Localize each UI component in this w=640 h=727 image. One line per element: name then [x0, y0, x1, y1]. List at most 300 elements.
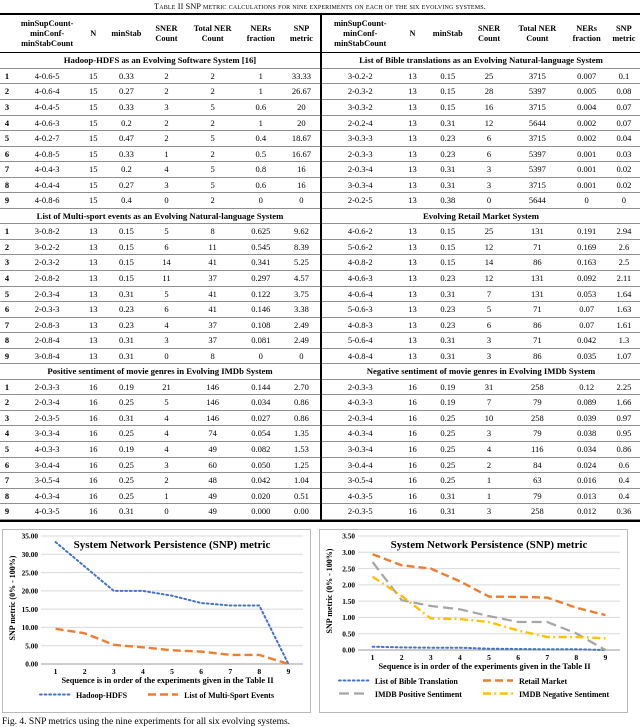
svg-text:35.00: 35.00 — [21, 531, 38, 541]
table-row — [322, 333, 640, 349]
chart-plot — [5, 532, 308, 677]
table-cell: 2-0.3-3 — [322, 146, 398, 162]
table-cell: 3-0.2-2 — [14, 239, 80, 255]
table-cell: 131 — [509, 271, 565, 287]
table-cell: 1.07 — [608, 348, 640, 364]
legend-label: IMDB Positive Sentiment — [374, 689, 462, 699]
section-title: List of Multi-sport events as an Evolving Natural-language System — [0, 208, 320, 224]
table-cell: 13 — [398, 302, 426, 318]
table-cell: 3 — [146, 457, 186, 473]
table-cell: 26.67 — [283, 84, 320, 100]
table-cell: 116 — [509, 442, 565, 458]
table-cell: 5 — [187, 131, 239, 147]
table-cell: 0.25 — [427, 410, 469, 426]
table-cell: 0.6 — [239, 177, 283, 193]
table-row — [322, 379, 640, 395]
header-cell: NERs fraction — [566, 15, 608, 53]
table-cell: 0.15 — [106, 271, 146, 287]
table-cell: 2 — [146, 473, 186, 489]
table-cell: 2.25 — [608, 379, 640, 395]
table-row — [0, 410, 320, 426]
table-cell: 3-0.4-4 — [14, 457, 80, 473]
table-cell: 0.23 — [427, 146, 469, 162]
table-cell: 0.002 — [566, 131, 608, 147]
table-cell: 2 — [146, 115, 186, 131]
table-cell: 0 — [469, 193, 509, 209]
svg-text:2: 2 — [82, 666, 87, 676]
header-cell: Total NER Count — [509, 15, 565, 53]
table-cell: 3-0.3-4 — [322, 442, 398, 458]
row-number: 4 — [0, 115, 14, 131]
table-cell: 0.51 — [283, 488, 320, 504]
table-cell: 13 — [398, 224, 426, 240]
header-cell: SNER Count — [146, 15, 186, 53]
table-cell: 2.70 — [283, 379, 320, 395]
table-cell: 5 — [469, 302, 509, 318]
svg-text:3: 3 — [428, 652, 433, 662]
table-cell: 3 — [469, 333, 509, 349]
table-cell: 16 — [80, 473, 106, 489]
table-cell: 1.04 — [283, 473, 320, 489]
table-row — [322, 302, 640, 318]
table-cell: 0.07 — [566, 302, 608, 318]
table-cell: 0.341 — [239, 255, 283, 271]
table-row — [0, 333, 320, 349]
table-cell: 0.15 — [427, 255, 469, 271]
table-cell: 3 — [469, 162, 509, 178]
table-row — [322, 457, 640, 473]
svg-text:1: 1 — [370, 652, 375, 662]
table-cell: 2-0.8-4 — [14, 333, 80, 349]
table-cell: 16 — [283, 177, 320, 193]
table-right-half — [320, 15, 640, 520]
svg-text:4: 4 — [457, 652, 462, 662]
table-cell: 0.33 — [106, 146, 146, 162]
table-cell: 0.042 — [239, 473, 283, 489]
table-row — [322, 504, 640, 520]
table-cell: 3-0.5-4 — [14, 473, 80, 489]
table-cell: 0.15 — [427, 68, 469, 84]
svg-text:SNP metric (0% - 100%): SNP metric (0% - 100%) — [8, 555, 17, 641]
table-cell: 0.31 — [106, 348, 146, 364]
table-cell: 0.38 — [427, 193, 469, 209]
table-cell: 16 — [80, 379, 106, 395]
svg-text:2.00: 2.00 — [342, 580, 355, 590]
table-cell: 16 — [80, 395, 106, 411]
table-cell: 0.001 — [566, 162, 608, 178]
table-cell: 2 — [146, 131, 186, 147]
table-row — [0, 255, 320, 271]
header-cell: Total NER Count — [187, 15, 239, 53]
table-cell: 28 — [469, 84, 509, 100]
table-row — [0, 115, 320, 131]
table-cell: 13 — [398, 333, 426, 349]
table-cell: 0.000 — [239, 504, 283, 520]
svg-text:7: 7 — [545, 652, 550, 662]
table-cell: 0.042 — [566, 333, 608, 349]
table-cell: 3 — [469, 177, 509, 193]
table-cell: 15 — [80, 99, 106, 115]
table-cell: 5-0.6-4 — [322, 333, 398, 349]
svg-text:9: 9 — [286, 666, 291, 676]
svg-text:20.00: 20.00 — [21, 586, 38, 596]
svg-text:5: 5 — [170, 666, 174, 676]
table-cell: 3-0.5-4 — [322, 473, 398, 489]
table-cell: 2-0.3-4 — [14, 395, 80, 411]
legend-line-swatch — [338, 676, 370, 687]
table-row — [322, 255, 640, 271]
table-row — [322, 317, 640, 333]
legend-label: Retail Market — [518, 676, 568, 686]
legend-label: List of Multi-Sport Events — [184, 690, 275, 700]
table-cell: 0.23 — [106, 317, 146, 333]
table-cell: 0.31 — [106, 286, 146, 302]
table-cell: 3.38 — [283, 302, 320, 318]
table-cell: 79 — [509, 426, 565, 442]
table-cell: 0.081 — [239, 333, 283, 349]
chart-right — [319, 529, 628, 713]
table-cell: 0.19 — [427, 395, 469, 411]
header-cell: minSupCount-minConf-minStabCount — [322, 15, 398, 53]
table-cell: 3-0.2-2 — [322, 68, 398, 84]
table-cell: 0.03 — [608, 146, 640, 162]
table-cell: 14 — [469, 255, 509, 271]
row-number: 5 — [0, 442, 14, 458]
table-cell: 0.005 — [566, 84, 608, 100]
table-cell: 4-0.2-7 — [14, 131, 80, 147]
table-cell: 0.33 — [106, 68, 146, 84]
table-cell: 0.31 — [106, 504, 146, 520]
figure-4 — [2, 529, 638, 713]
row-number: 8 — [0, 177, 14, 193]
table-cell: 3-0.3-3 — [322, 131, 398, 147]
section-header-row — [0, 364, 320, 380]
table-cell: 3 — [146, 177, 186, 193]
table-cell: 0.144 — [239, 379, 283, 395]
table-cell: 41 — [187, 286, 239, 302]
table-cell: 0.039 — [566, 410, 608, 426]
table-cell: 16 — [398, 442, 426, 458]
table-row — [0, 488, 320, 504]
svg-text:8: 8 — [257, 666, 262, 676]
table-cell: 0.02 — [608, 177, 640, 193]
table-cell: 20 — [283, 99, 320, 115]
svg-text:4: 4 — [140, 666, 145, 676]
table-cell: 5397 — [509, 162, 565, 178]
table-row — [0, 99, 320, 115]
table-cell: 0 — [283, 193, 320, 209]
table-cell: 2 — [187, 84, 239, 100]
table-cell: 3 — [469, 504, 509, 520]
table-cell: 2-0.3-5 — [14, 410, 80, 426]
table-row — [322, 442, 640, 458]
table-cell: 31 — [469, 379, 509, 395]
table-cell: 0.001 — [566, 177, 608, 193]
table-row — [0, 379, 320, 395]
table-cell: 2.11 — [608, 271, 640, 287]
table-cell: 0.23 — [427, 271, 469, 287]
table-cell: 16 — [398, 379, 426, 395]
row-number: 8 — [0, 488, 14, 504]
table-cell: 60 — [187, 457, 239, 473]
table-cell: 18.67 — [283, 131, 320, 147]
row-number: 1 — [0, 224, 14, 240]
table-cell: 0.163 — [566, 255, 608, 271]
table-cell: 2.94 — [608, 224, 640, 240]
table-cell: 12 — [469, 239, 509, 255]
table-cell: 2-0.2-5 — [322, 193, 398, 209]
row-number: 2 — [0, 84, 14, 100]
table-row — [322, 410, 640, 426]
table-cell: 258 — [509, 504, 565, 520]
table-cell: 0.1 — [608, 68, 640, 84]
table-cell: 0.089 — [566, 395, 608, 411]
table-cell: 0.108 — [239, 317, 283, 333]
table-cell: 4 — [146, 410, 186, 426]
table-cell: 0.5 — [239, 146, 283, 162]
table-row — [322, 473, 640, 489]
table-cell: 25 — [469, 68, 509, 84]
table-cell: 0.25 — [106, 426, 146, 442]
table-cell: 146 — [187, 410, 239, 426]
table-cell: 2-0.3-2 — [14, 255, 80, 271]
table-cell: 0.25 — [106, 395, 146, 411]
table-cell: 4-0.6-4 — [322, 286, 398, 302]
table-cell: 2 — [187, 193, 239, 209]
legend-line-swatch — [39, 690, 71, 701]
svg-text:7: 7 — [228, 666, 233, 676]
table-cell: 4-0.3-4 — [14, 488, 80, 504]
table-cell: 37 — [187, 271, 239, 287]
table-cell: 2-0.3-4 — [322, 162, 398, 178]
header-cell: SNP metric — [283, 15, 320, 53]
table-cell: 0.054 — [239, 426, 283, 442]
table-cell: 13 — [80, 224, 106, 240]
table-title: Table II SNP metric calculations for nine experiments on each of the six evolving systems. — [154, 2, 486, 11]
legend-item — [338, 689, 462, 700]
svg-text:1.50: 1.50 — [342, 596, 355, 606]
table-cell: 0.31 — [427, 286, 469, 302]
header-cell: N — [80, 15, 106, 53]
table-cell: 15 — [80, 193, 106, 209]
table-cell: 4-0.6-3 — [14, 115, 80, 131]
svg-text:3.00: 3.00 — [342, 547, 355, 557]
table-cell: 0.23 — [427, 131, 469, 147]
table-cell: 0.23 — [427, 302, 469, 318]
header-row — [322, 15, 640, 53]
table-cell: 0 — [146, 504, 186, 520]
table-cell: 13 — [80, 333, 106, 349]
table-cell: 0.25 — [106, 473, 146, 489]
table-cell: 16 — [398, 426, 426, 442]
legend-line-swatch — [338, 689, 370, 700]
table-cell: 0.2 — [106, 162, 146, 178]
table-cell: 33.33 — [283, 68, 320, 84]
table-cell: 49 — [187, 504, 239, 520]
table-cell: 0.013 — [566, 488, 608, 504]
table-cell: 4-0.6-5 — [14, 68, 80, 84]
row-number: 3 — [0, 99, 14, 115]
table-cell: 8.39 — [283, 239, 320, 255]
table-cell: 1.63 — [608, 302, 640, 318]
table-cell: 5 — [146, 224, 186, 240]
svg-text:5.00: 5.00 — [25, 641, 38, 651]
table-cell: 16 — [80, 442, 106, 458]
table-cell: 79 — [509, 488, 565, 504]
table-cell: 13 — [398, 131, 426, 147]
table-cell: 0.6 — [608, 457, 640, 473]
table-cell: 0.4 — [239, 131, 283, 147]
table-cell: 74 — [187, 426, 239, 442]
table-cell: 4-0.4-4 — [14, 177, 80, 193]
table-cell: 7 — [469, 286, 509, 302]
table-cell: 4 — [146, 442, 186, 458]
table-cell: 1.35 — [283, 426, 320, 442]
table-cell: 1 — [146, 488, 186, 504]
table-cell: 0.31 — [427, 333, 469, 349]
table-cell: 13 — [398, 317, 426, 333]
table-cell: 3715 — [509, 68, 565, 84]
table-cell: 5397 — [509, 84, 565, 100]
table-cell: 4-0.6-3 — [322, 271, 398, 287]
table-row — [0, 224, 320, 240]
table-row — [0, 84, 320, 100]
table-cell: 37 — [187, 333, 239, 349]
svg-text:3.50: 3.50 — [342, 531, 355, 541]
table-cell: 0.25 — [427, 426, 469, 442]
table-cell: 9.62 — [283, 224, 320, 240]
table-cell: 0.86 — [283, 395, 320, 411]
table-cell: 2-0.3-4 — [322, 410, 398, 426]
table-cell: 37 — [187, 317, 239, 333]
table-cell: 3-0.8-2 — [14, 224, 80, 240]
table-cell: 0 — [239, 348, 283, 364]
svg-text:1.00: 1.00 — [342, 612, 355, 622]
svg-text:System Network Persistence (SN: System Network Persistence (SNP) metric — [73, 538, 271, 551]
table-cell: 146 — [187, 379, 239, 395]
table-cell: 1 — [239, 84, 283, 100]
svg-text:0.50: 0.50 — [342, 629, 355, 639]
table-cell: 0.004 — [566, 99, 608, 115]
table-cell: 2-0.3-4 — [14, 286, 80, 302]
table-cell: 2-0.3-5 — [322, 504, 398, 520]
table-cell: 2 — [187, 146, 239, 162]
table-cell: 0.25 — [427, 457, 469, 473]
table-cell: 16.67 — [283, 146, 320, 162]
table-cell: 0.08 — [608, 84, 640, 100]
table-cell: 5 — [187, 162, 239, 178]
table-cell: 1.64 — [608, 286, 640, 302]
row-number: 9 — [0, 348, 14, 364]
table-cell: 0.25 — [427, 442, 469, 458]
table-cell: 13 — [398, 348, 426, 364]
table-cell: 146 — [187, 395, 239, 411]
legend-item — [482, 676, 567, 687]
table-cell: 0.034 — [239, 395, 283, 411]
row-number: 4 — [0, 271, 14, 287]
table-cell: 0.86 — [283, 410, 320, 426]
table-cell: 16 — [80, 426, 106, 442]
row-number: 4 — [0, 426, 14, 442]
table-row — [322, 131, 640, 147]
svg-text:0.00: 0.00 — [25, 659, 38, 669]
table-cell: 0.31 — [427, 348, 469, 364]
table-cell: 79 — [509, 395, 565, 411]
chart-legend — [320, 676, 627, 700]
table-cell: 3 — [146, 333, 186, 349]
table-cell: 3-0.8-4 — [14, 348, 80, 364]
table-cell: 6 — [469, 317, 509, 333]
table-cell: 13 — [80, 348, 106, 364]
table-cell: 0.15 — [427, 239, 469, 255]
table-cell: 11 — [146, 271, 186, 287]
table-row — [322, 395, 640, 411]
table-cell: 13 — [398, 271, 426, 287]
table-cell: 0.95 — [608, 426, 640, 442]
table-cell: 1.61 — [608, 317, 640, 333]
table-cell: 10 — [469, 410, 509, 426]
svg-text:25.00: 25.00 — [21, 568, 38, 578]
table-row — [0, 348, 320, 364]
table-row — [0, 131, 320, 147]
table-cell: 4-0.6-2 — [322, 224, 398, 240]
table-cell: 13 — [80, 239, 106, 255]
table-cell: 0.23 — [106, 302, 146, 318]
table-cell: 0.25 — [427, 473, 469, 489]
table-row — [0, 395, 320, 411]
table-cell: 3-0.4-4 — [322, 457, 398, 473]
table-cell: 0.31 — [427, 488, 469, 504]
table-cell: 13 — [398, 286, 426, 302]
table-cell: 16 — [398, 473, 426, 489]
table-cell: 1.3 — [608, 333, 640, 349]
legend-item — [39, 690, 127, 701]
table-cell: 3715 — [509, 177, 565, 193]
table-row — [0, 442, 320, 458]
table-cell: 8 — [187, 348, 239, 364]
table-cell: 0.2 — [106, 115, 146, 131]
table-cell: 6 — [469, 131, 509, 147]
table-cell: 2-0.8-2 — [14, 271, 80, 287]
section-header-row — [0, 208, 320, 224]
table-cell: 15 — [80, 146, 106, 162]
table-cell: 0.122 — [239, 286, 283, 302]
table-row — [0, 177, 320, 193]
table-cell: 0.04 — [608, 131, 640, 147]
table-cell: 0.07 — [608, 99, 640, 115]
legend-item — [482, 689, 609, 700]
table-cell: 5-0.6-2 — [322, 239, 398, 255]
table-cell: 16 — [80, 457, 106, 473]
table-cell: 4-0.3-5 — [322, 488, 398, 504]
table-cell: 13 — [80, 255, 106, 271]
table-cell: 13 — [398, 177, 426, 193]
table-cell: 16 — [398, 504, 426, 520]
chart-left — [2, 529, 311, 713]
table-cell: 13 — [398, 239, 426, 255]
table-cell: 4-0.8-5 — [14, 146, 80, 162]
table-row — [322, 271, 640, 287]
table-cell: 16 — [398, 395, 426, 411]
table-cell: 0.038 — [566, 426, 608, 442]
svg-text:6: 6 — [516, 652, 521, 662]
table-row — [0, 317, 320, 333]
table-cell: 0.4 — [608, 488, 640, 504]
table-cell: 14 — [146, 255, 186, 271]
table-cell: 5-0.6-3 — [322, 302, 398, 318]
table-cell: 0.27 — [106, 177, 146, 193]
svg-text:10.00: 10.00 — [21, 622, 38, 632]
